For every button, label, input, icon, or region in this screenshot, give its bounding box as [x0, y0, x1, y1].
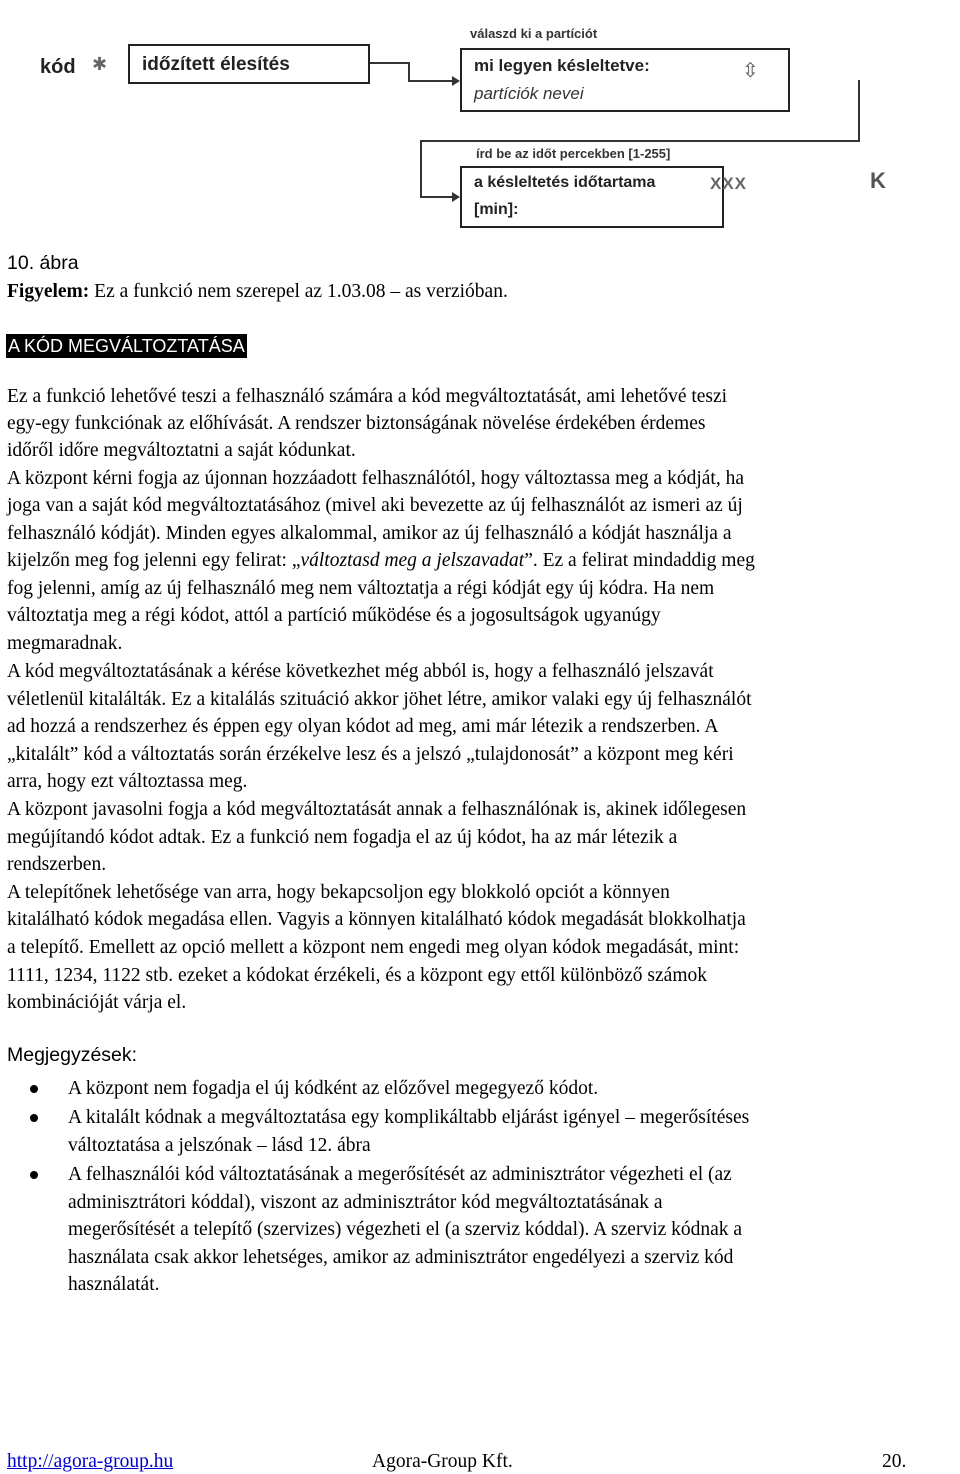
- text-line: A központ javasolni fogja a kód megváltoztatását annak a felhasználónak is, akinek időlegesen: [7, 799, 747, 820]
- text-line: Ez a funkció lehetővé teszi a felhasználó számára a kód megváltoztatását, ami lehetővé teszi: [7, 386, 728, 407]
- text-line: 1111, 1234, 1122 stb. ezeket a kódokat érzékeli, és a központ egy ettől különböző számok: [7, 965, 708, 986]
- text-line: a telepítő. Emellett az opció mellett a központ nem engedi meg olyan kódok megadását, mint:: [7, 937, 740, 958]
- text-line: változtatása a jelszónak – lásd 12. ábra: [68, 1135, 371, 1156]
- connector-line: [420, 196, 452, 198]
- version-note: [7, 278, 508, 306]
- delay-what-label: mi legyen késleltetve:: [474, 56, 650, 75]
- text-line: A központ nem fogadja el új kódként az előzővel megegyező kódot.: [68, 1078, 599, 1099]
- text-line: A felhasználói kód változtatásának a megerősítését az adminisztrátor végezheti el (az: [68, 1164, 732, 1185]
- page-number: 20.: [882, 1451, 907, 1472]
- timed-arm-label: időzített élesítés: [142, 54, 290, 75]
- delay-what-box: [460, 48, 790, 112]
- text-line: adminisztrátori kóddal), viszont az adminisztrátor kód megváltoztatásának a: [68, 1192, 663, 1213]
- partition-names-label: partíciók nevei: [474, 84, 584, 103]
- footer-company: Agora-Group Kft.: [372, 1451, 513, 1472]
- key-k: K: [870, 168, 886, 193]
- notes-title: Megjegyzések:: [7, 1044, 138, 1066]
- text-line: időről időre megváltoztatni a saját kódunkat.: [7, 440, 356, 461]
- hint-partitions: válaszd ki a partíciót: [470, 26, 598, 41]
- text-line: ad hozzá a rendszerhez és éppen egy olyan kódot ad meg, ami már létezik a rendszerben. A: [7, 716, 719, 737]
- text-line: felhasználó kódját). Minden egyes alkalommal, amikor az új felhasználó a kódját használja a: [7, 523, 732, 544]
- text-fragment: ”. Ez a felirat mindaddig meg: [524, 550, 755, 571]
- footer-link[interactable]: http://agora-group.hu: [7, 1451, 174, 1472]
- text-line: [7, 547, 755, 575]
- timed-arm-box: [128, 44, 370, 84]
- text-line: véletlenül kitalálták. Ez a kitalálás szituáció akkor jöhet létre, amikor valaki egy új felhasználót: [7, 689, 752, 710]
- text-fragment: kijelzőn meg fog jelenni egy felirat: „: [7, 550, 301, 571]
- min-label: [min]:: [474, 201, 519, 218]
- text-line: A telepítőnek lehetősége van arra, hogy bekapcsoljon egy blokkoló opciót a könnyen: [7, 882, 670, 903]
- bullet-icon: [30, 1085, 38, 1093]
- section-heading: A KÓD MEGVÁLTOZTATÁSA: [8, 336, 245, 356]
- bullet-icon: [30, 1171, 38, 1179]
- text-line: rendszerben.: [7, 854, 107, 875]
- text-line: joga van a saját kód megváltoztatásához (mivel aki bevezette az új felhasználót az ismeri az új: [7, 495, 743, 516]
- up-down-arrow-icon: ⇳: [742, 60, 759, 82]
- hint-minutes: írd be az időt percekben [1-255]: [476, 146, 671, 161]
- figure-caption: 10. ábra: [7, 252, 79, 274]
- text-line: megújítandó kódot adtak. Ez a funkció nem fogadja el az új kódot, ha az már létezik a: [7, 827, 678, 848]
- text-line: fog jelenni, amíg az új felhasználó meg nem változtatja a régi kódját egy új kódra. Ha nem: [7, 578, 715, 599]
- prompt-message: változtasd meg a jelszavadat: [300, 550, 525, 571]
- arrow-right-icon: [452, 192, 460, 202]
- text-line: használatát.: [68, 1274, 160, 1295]
- text-line: kitalálható kódok megadása ellen. Vagyis a könnyen kitalálható kódok megadását blokkolhatja: [7, 909, 746, 930]
- connector-line: [408, 80, 452, 82]
- delay-duration-label: a késleltetés időtartama: [474, 174, 656, 191]
- star-icon: ✱: [92, 54, 108, 74]
- connector-line: [420, 140, 860, 142]
- text-line: változtatja meg a régi kódot, attól a partíció működése és a jogosultságok ugyanúgy: [7, 605, 661, 626]
- connector-line: [370, 62, 410, 64]
- text-line: arra, hogy ezt változtassa meg.: [7, 771, 248, 792]
- text-line: A központ kérni fogja az újonnan hozzáadott felhasználótól, hogy változtassa meg a kódját, ha: [7, 468, 744, 489]
- text-line: „kitalált” kód a változtatás során érzékelve lesz és a jelszó „tulajdonosát” a központ meg kéri: [7, 744, 734, 765]
- connector-line: [420, 140, 422, 198]
- text-line: kombinációját várja el.: [7, 992, 187, 1013]
- code-label: kód: [40, 56, 76, 78]
- arrow-right-icon: [452, 76, 460, 86]
- note-bold: Figyelem:: [7, 281, 90, 302]
- text-line: egy-egy funkciónak az előhívását. A rendszer biztonságának növelése érdekében érdemes: [7, 413, 706, 434]
- note-text: Ez a funkció nem szerepel az 1.03.08 – as verzióban.: [89, 281, 508, 302]
- value-placeholder: XXX: [710, 174, 748, 193]
- text-line: A kód megváltoztatásának a kérése következhet még abból is, hogy a felhasználó jelszavát: [7, 661, 714, 682]
- text-line: megmaradnak.: [7, 633, 123, 654]
- text-line: megerősítését a telepítő (szervizes) végezheti el (a szerviz kóddal). A szerviz kódnak a: [68, 1219, 743, 1240]
- bullet-icon: [30, 1114, 38, 1122]
- connector-line: [408, 62, 410, 82]
- connector-line: [858, 80, 860, 142]
- text-line: használata csak akkor lehetséges, amikor az adminisztrátor engedélyezi a szerviz kód: [68, 1247, 734, 1268]
- text-line: A kitalált kódnak a megváltoztatása egy komplikáltabb eljárást igényel – megerősítéses: [68, 1107, 750, 1128]
- keypad-flow-figure: [20, 18, 932, 246]
- delay-duration-box: [460, 166, 724, 228]
